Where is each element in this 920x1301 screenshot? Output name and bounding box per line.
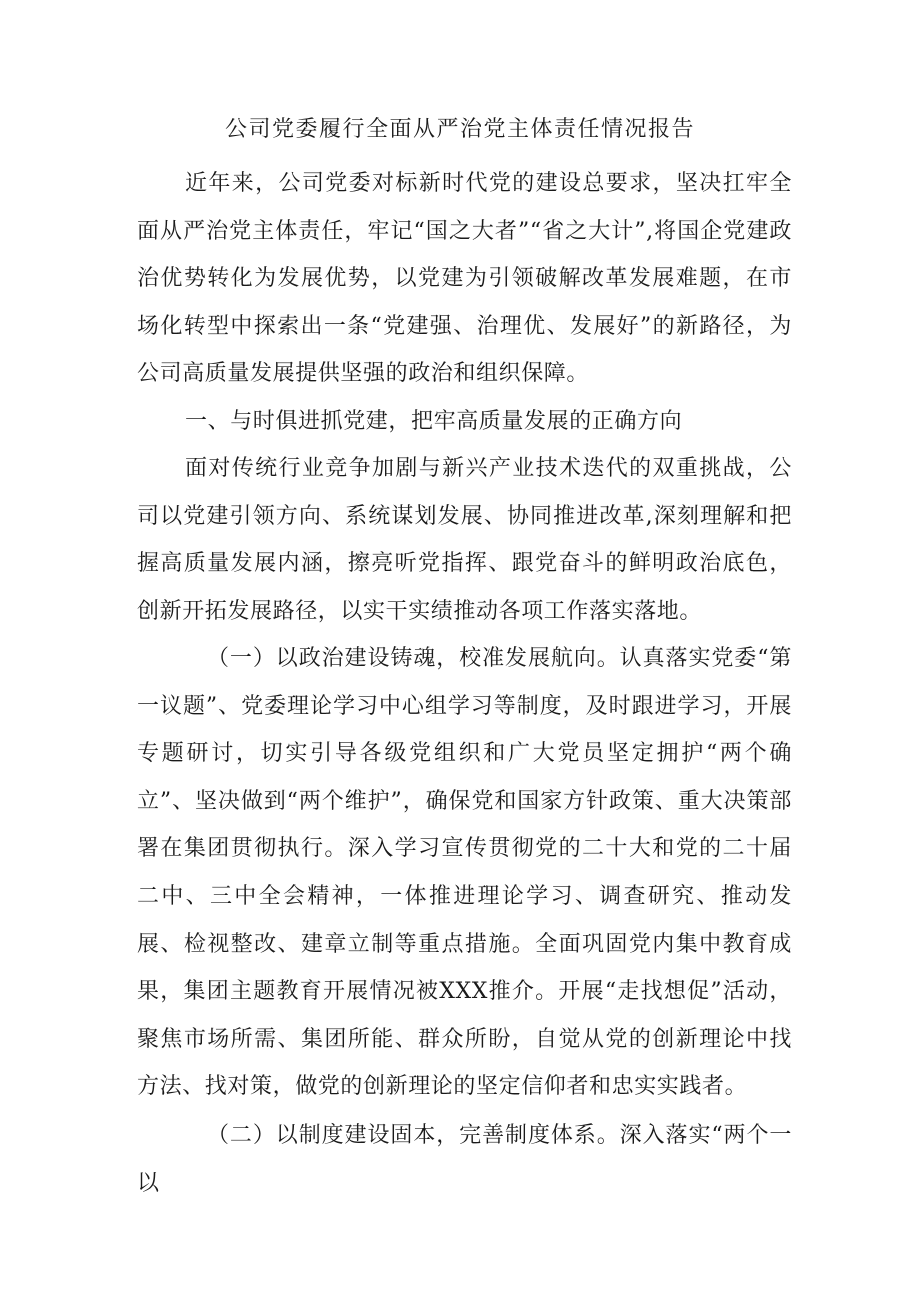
intro-paragraph: 近年来，公司党委对标新时代党的建设总要求，坚决扛牢全面从严治党主体责任，牢记“国之大者”“省之大计”,将国企党建政治优势转化为发展优势，以党建为引领破解改革发展难题，在市场化转型中探索出一条“党建强、治理优、发展好”的新路径，为公司高质量发展提供坚强的政治和组织保障。 [137,171,792,387]
subsection-paragraph-1: （一）以政治建设铸魂，校准发展航向。认真落实党委“第一议题”、党委理论学习中心组学习等制度，及时跟进学习，开展专题研讨，切实引导各级党组织和广大党员坚定拥护“两个确立”、坚决做到“两个维护”，确保党和国家方针政策、重大决策部署在集团贯彻执行。深入学习宣传贯彻党的二十大和党的二十届二中、三中全会精神，一体推进理论学习、调查研究、推动发展、检视整改、建章立制等重点措施。全面巩固党内集中教育成果，集团主题教育开展情况被XXX推介。开展“走找想促”活动，聚焦市场所需、集团所能、群众所盼，自觉从党的创新理论中找方法、找对策，做党的创新理论的坚定信仰者和忠实实践者。 [137,646,792,1100]
section-paragraph: 面对传统行业竞争加剧与新兴产业技术迭代的双重挑战，公司以党建引领方向、系统谋划发展、协同推进改革,深刻理解和把握高质量发展内涵，擦亮听党指挥、跟党奋斗的鲜明政治底色，创新开拓发展路径，以实干实绩推动各项工作落实落地。 [137,456,792,624]
section-heading: 一、与时俱进抓党建，把牢高质量发展的正确方向 [185,409,683,434]
document-title: 公司党委履行全面从严治党主体责任情况报告 [224,117,695,142]
subsection-paragraph-2: （二）以制度建设固本，完善制度体系。深入落实“两个一以 [137,1123,792,1196]
